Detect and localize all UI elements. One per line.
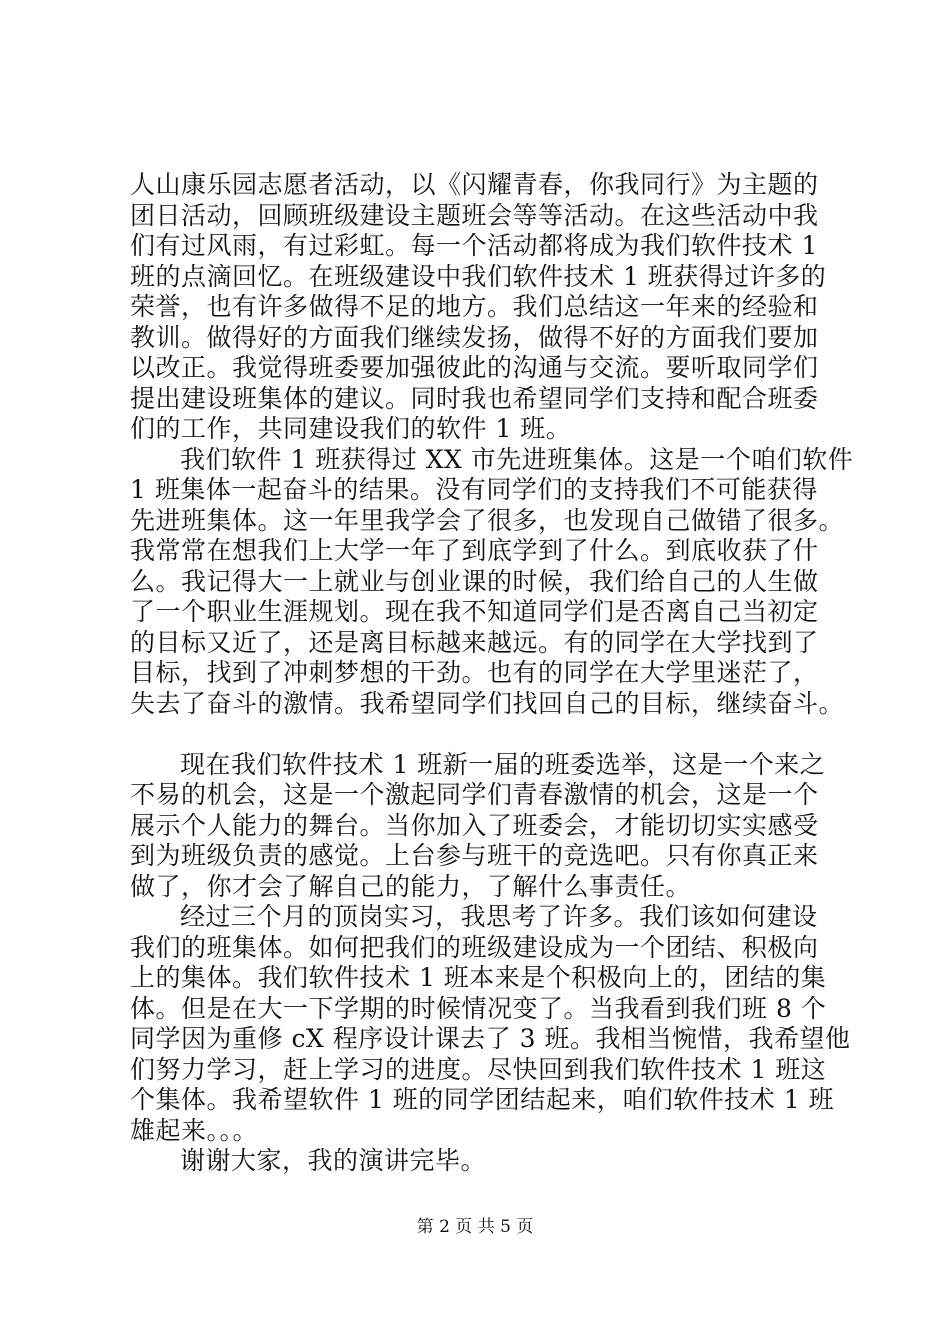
text-line: 谢谢大家，我的演讲完毕。 (180, 1146, 487, 1175)
text-line: 们努力学习，赶上学习的进度。尽快回到我们软件技术 1 班这 (130, 1054, 827, 1084)
text-line: 们的工作，共同建设我们的软件 1 班。 (130, 414, 572, 443)
paragraph-5 (130, 1146, 835, 1177)
text-line: 做了，你才会了解自己的能力，了解什么事责任。 (130, 871, 692, 901)
text-line: 经过三个月的顶岗实习，我思考了许多。我们该如何建设 (180, 902, 818, 931)
text-line: 现在我们软件技术 1 班新一届的班委选举，这是一个来之 (180, 749, 826, 779)
text-line: 不易的机会，这是一个激起同学们青春激情的机会，这是一个 (130, 780, 819, 809)
text-line: 目标，找到了冲刺梦想的干劲。也有的同学在大学里迷茫了， (130, 658, 819, 687)
text-line: 我们软件 1 班获得过 XX 市先进班集体。这是一个咱们软件 (180, 444, 854, 474)
text-line: 到为班级负责的感觉。上台参与班干的竞选吧。只有你真正来 (130, 841, 819, 870)
page-footer: 第 2 页 共 5 页 (416, 1217, 534, 1237)
text-line: 先进班集体。这一年里我学会了很多，也发现自己做错了很多。 (130, 505, 845, 535)
text-line: 么。我记得大一上就业与创业课的时候，我们给自己的人生做 (130, 566, 819, 596)
text-line: 失去了奋斗的激情。我希望同学们找回自己的目标，继续奋斗。 (130, 688, 845, 718)
text-line: 我们的班集体。如何把我们的班级建设成为一个团结、积极向 (130, 932, 819, 962)
text-line: 同学因为重修 cX 程序设计课去了 3 班。我相当惋惜，我希望他 (130, 1024, 851, 1053)
text-line: 体。但是在大一下学期的时候情况变了。当我看到我们班 8 个 (130, 993, 827, 1023)
text-line: 团日活动，回顾班级建设主题班会等等活动。在这些活动中我 (130, 200, 819, 230)
text-line: 个集体。我希望软件 1 班的同学团结起来，咱们软件技术 1 班 (130, 1085, 835, 1114)
paragraph-3 (130, 750, 835, 903)
text-line: 们有过风雨，有过彩虹。每一个活动都将成为我们软件技术 1 (130, 231, 818, 260)
paragraph-4 (130, 902, 851, 1146)
text-line: 教训。做得好的方面我们继续发扬，做得不好的方面我们要加 (130, 322, 819, 352)
paragraph-spacer (130, 719, 835, 750)
text-line: 1 班集体一起奋斗的结果。没有同学们的支持我们不可能获得 (130, 475, 818, 504)
document-body (130, 170, 854, 1177)
paragraph-2 (130, 444, 854, 720)
text-line: 我常常在想我们上大学一年了到底学到了什么。到底收获了什 (130, 536, 819, 565)
text-line: 展示个人能力的舞台。当你加入了班委会，才能切切实实感受 (130, 810, 819, 840)
text-line: 班的点滴回忆。在班级建设中我们软件技术 1 班获得过许多的 (130, 261, 827, 291)
text-line: 人山康乐园志愿者活动，以《闪耀青春，你我同行》为主题的 (130, 170, 819, 199)
text-line: 上的集体。我们软件技术 1 班本来是个积极向上的，团结的集 (130, 963, 827, 992)
paragraph-1 (130, 170, 835, 445)
text-line: 以改正。我觉得班委要加强彼此的沟通与交流。要听取同学们 (130, 353, 819, 382)
text-line: 的目标又近了，还是离目标越来越远。有的同学在大学找到了 (130, 627, 819, 657)
text-line: 荣誉，也有许多做得不足的地方。我们总结这一年来的经验和 (130, 292, 819, 321)
text-line: 了一个职业生涯规划。现在我不知道同学们是否离自己当初定 (130, 597, 819, 626)
text-line: 雄起来。。。 (130, 1115, 259, 1145)
text-line: 提出建设班集体的建议。同时我也希望同学们支持和配合班委 (130, 383, 819, 413)
